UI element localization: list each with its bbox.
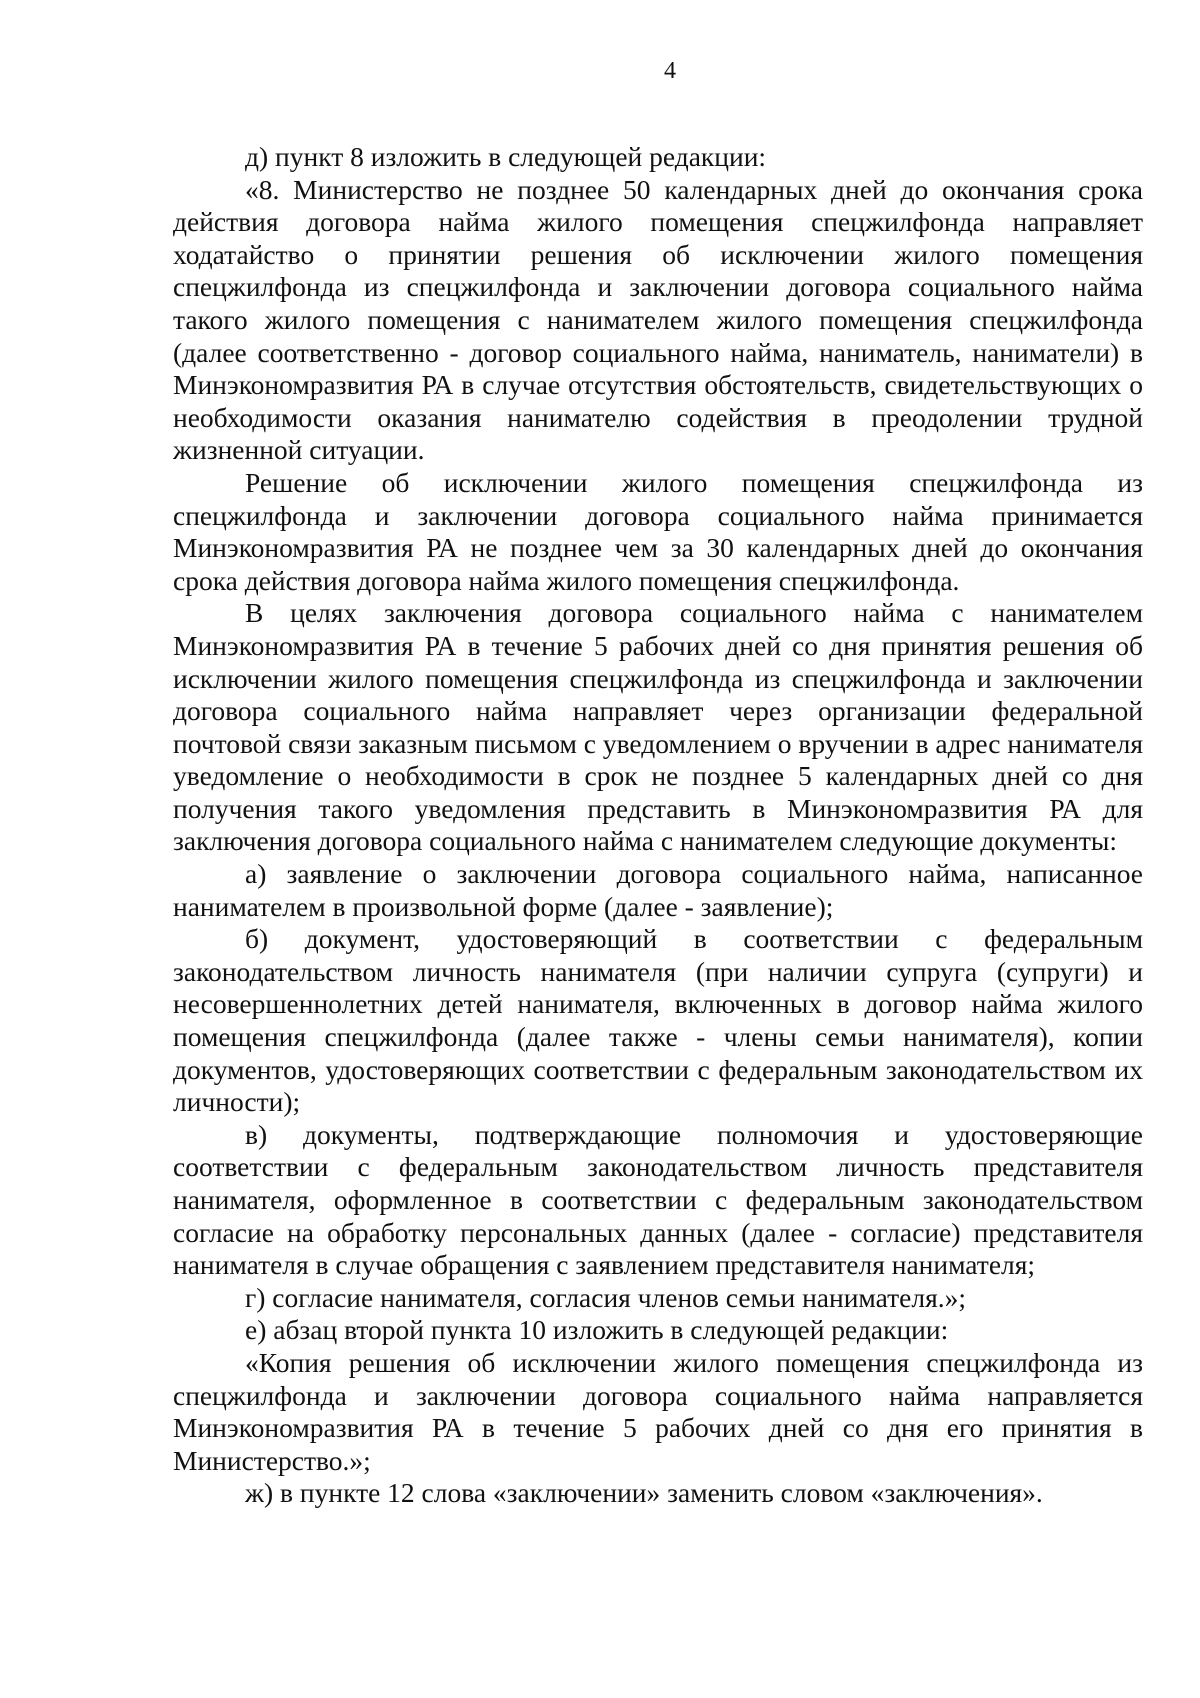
paragraph-notification: В целях заключения договора социального найма с нанимателем Минэкономразвития РА в течение 5 рабочих дней со дня принятия решения об исключении жилого помещения спецжилфонда из спецжилфонда и заключении договора социального найма направляет через организации федеральной почтовой связи заказным письмом с уведомлением о вручении в адрес нанимателя уведомление о необходимости в срок не позднее 5 календарных дней со дня получения такого уведомления представить в Минэкономразвития РА для заключения договора социального найма с нанимателем следующие документы:	[173, 597, 1143, 857]
paragraph-item-zh: ж) в пункте 12 слова «заключении» заменить словом «заключения».	[245, 1477, 1043, 1509]
paragraph-decision: Решение об исключении жилого помещения спецжилфонда из спецжилфонда и заключении договора социального найма принимается Минэкономразвития РА не позднее чем за 30 календарных дней до окончания срока действия договора найма жилого помещения спецжилфонда.	[173, 466, 1143, 596]
paragraph-item-a: а) заявление о заключении договора социального найма, написанное нанимателем в произвольной форме (далее - заявление);	[173, 858, 1143, 922]
paragraph-item-g: г) согласие нанимателя, согласия членов семьи нанимателя.»;	[245, 1281, 967, 1313]
paragraph-point-8: «8. Министерство не позднее 50 календарных дней до окончания срока действия договора найма жилого помещения спецжилфонда направляет ходатайство о принятии решения об исключении жилого помещения спецжилфонда из спецжилфонда и заключении договора социального найма такого жилого помещения с нанимателем жилого помещения спецжилфонда (далее соответственно - договор социального найма, наниматель, наниматели) в Минэкономразвития РА в случае отсутствия обстоятельств, свидетельствующих о необходимости оказания нанимателю содействия в преодолении трудной жизненной ситуации.	[173, 173, 1143, 466]
document-body	[173, 141, 1143, 1510]
paragraph-item-b: б) документ, удостоверяющий в соответствии с федеральным законодательством личность нанимателя (при наличии супруга (супруги) и несовершеннолетних детей нанимателя, включенных в договор найма жилого помещения спецжилфонда (далее также - члены семьи нанимателя), копии документов, удостоверяющих соответствии с федеральным законодательством их личности);	[173, 923, 1143, 1118]
paragraph-item-d: д) пункт 8 изложить в следующей редакции:	[245, 141, 767, 172]
page-number: 4	[664, 58, 676, 84]
paragraph-copy-decision: «Копия решения об исключении жилого помещения спецжилфонда из спецжилфонда и заключении договора социального найма направляется Минэкономразвития РА в течение 5 рабочих дней со дня его принятия в Министерство.»;	[173, 1346, 1143, 1476]
paragraph-item-v: в) документы, подтверждающие полномочия и удостоверяющие соответствии с федеральным законодательством личность представителя нанимателя, оформленное в соответствии с федеральным законодательством согласие на обработку персональных данных (далее - согласие) представителя нанимателя в случае обращения с заявлением представителя нанимателя;	[173, 1118, 1143, 1281]
paragraph-item-e: е) абзац второй пункта 10 изложить в следующей редакции:	[245, 1314, 949, 1346]
